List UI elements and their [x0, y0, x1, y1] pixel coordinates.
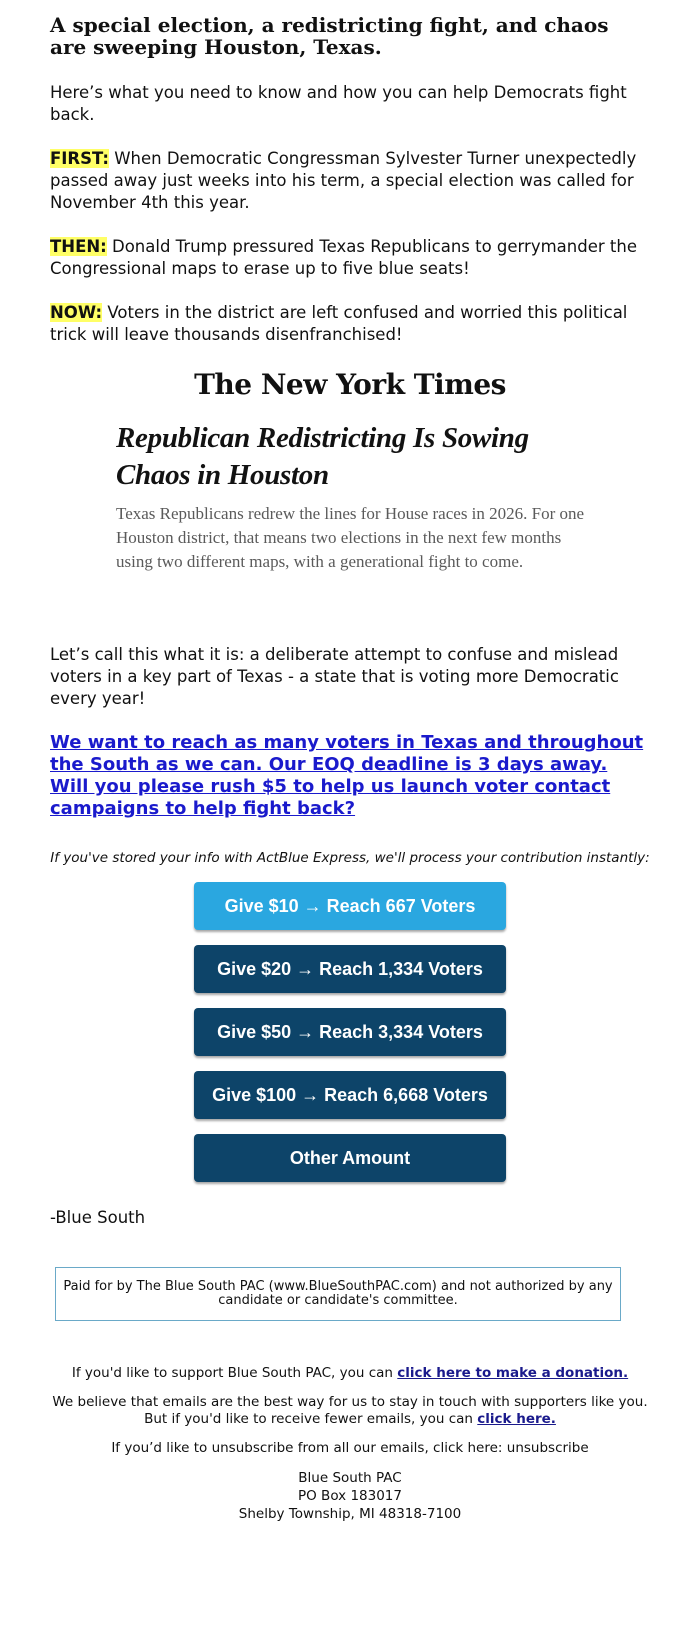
first-label: FIRST: — [50, 149, 109, 168]
donation-link[interactable]: click here to make a donation. — [397, 1365, 629, 1381]
unsubscribe-link[interactable]: unsubscribe — [506, 1440, 589, 1456]
give-20-button[interactable]: Give $20 → Reach 1,334 Voters — [194, 945, 506, 993]
fewer-emails-line — [50, 1394, 650, 1428]
give-100-button[interactable]: Give $100 → Reach 6,668 Voters — [194, 1071, 506, 1119]
nyt-article-image — [50, 368, 650, 628]
address-line-1: Blue South PAC — [298, 1470, 402, 1486]
give-10-button[interactable]: Give $10 → Reach 667 Voters — [194, 882, 506, 930]
intro-paragraph: Here’s what you need to know and how you can help Democrats fight back. — [50, 83, 627, 124]
other-amount-button[interactable]: Other Amount — [194, 1134, 506, 1182]
give-50-button[interactable]: Give $50 → Reach 3,334 Voters — [194, 1008, 506, 1056]
fewer-emails-link[interactable]: click here. — [477, 1411, 556, 1427]
email-headline: A special election, a redistricting fight, and chaos are sweeping Houston, Texas. — [50, 13, 609, 59]
email-body — [50, 14, 650, 1523]
first-paragraph — [50, 148, 650, 214]
now-paragraph — [50, 302, 650, 346]
callout-paragraph: Let’s call this what it is: a deliberate attempt to confuse and mislead voters in a key part of Texas - a state that is voting more Democratic every year! — [50, 645, 619, 708]
support-text: If you'd like to support Blue South PAC, you can — [71, 1365, 398, 1381]
email-footer — [50, 1365, 650, 1523]
nyt-headline: Republican Redistricting Is Sowing Chaos in Houston — [116, 422, 529, 491]
address-line-2: PO Box 183017 — [298, 1488, 402, 1504]
fewer-text: We believe that emails are the best way for us to stay in touch with supporters like you. But if you'd like to receive fewer emails, you can — [52, 1394, 648, 1427]
mailing-address — [50, 1469, 650, 1523]
then-text: Donald Trump pressured Texas Republicans to gerrymander the Congressional maps to erase up to five blue seats! — [50, 237, 637, 278]
unsubscribe-text: If you’d like to unsubscribe from all our emails, click here: — [111, 1440, 507, 1456]
now-text: Voters in the district are left confused and worried this political trick will leave thousands disenfranchised! — [50, 303, 628, 344]
unsubscribe-line — [50, 1440, 650, 1457]
nyt-summary: Texas Republicans redrew the lines for House races in 2026. For one Houston district, that means two elections in the next few months using two different maps, with a generational fight to come. — [116, 504, 585, 571]
now-label: NOW: — [50, 303, 103, 322]
first-text: When Democratic Congressman Sylvester Turner unexpectedly passed away just weeks into his term, a special election was called for November 4th this year. — [50, 149, 637, 212]
donate-cta-link[interactable]: We want to reach as many voters in Texas and throughout the South as we can. Our EOQ deadline is 3 days away. Will you please rush $5 to help us launch voter contact campaigns to help fight back? — [50, 732, 644, 819]
signature: -Blue South — [50, 1208, 146, 1227]
support-line — [50, 1365, 650, 1382]
actblue-note: If you've stored your info with ActBlue Express, we'll process your contribution instantly: — [50, 850, 650, 866]
paid-for-disclaimer: Paid for by The Blue South PAC (www.BlueSouthPAC.com) and not authorized by any candidate or candidate's committee. — [55, 1267, 621, 1321]
nyt-logo: The New York Times — [194, 368, 506, 401]
then-label: THEN: — [50, 237, 107, 256]
address-line-3: Shelby Township, MI 48318-7100 — [238, 1506, 462, 1522]
then-paragraph — [50, 236, 650, 280]
